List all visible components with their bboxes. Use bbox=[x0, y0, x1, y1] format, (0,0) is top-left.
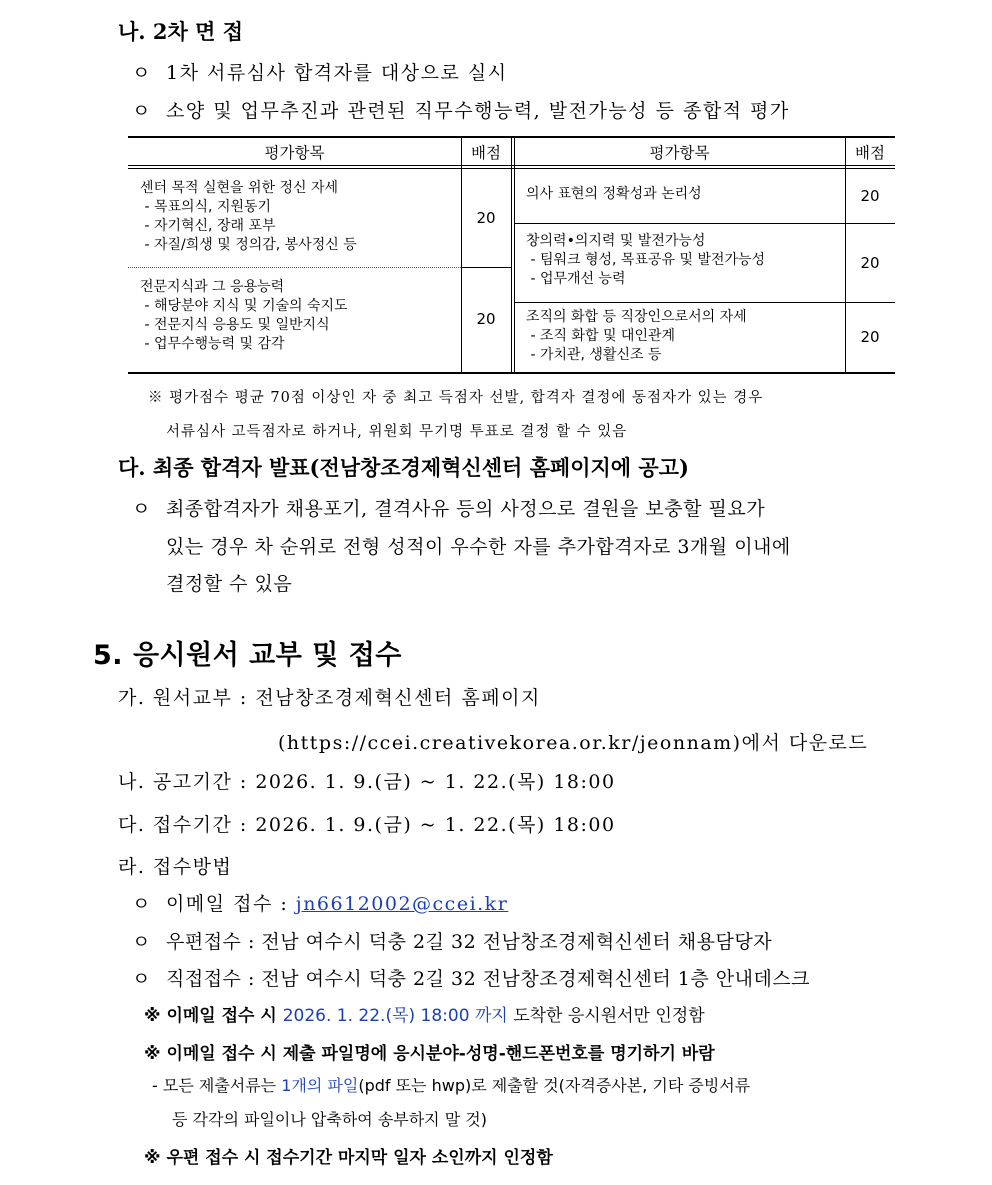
direct-application bbox=[132, 964, 810, 991]
notice-period: 나. 공고기간 : 2026. 1. 9.(금) ~ 1. 22.(목) 18:00 bbox=[118, 771, 616, 793]
note-text: (pdf 또는 hwp)로 제출할 것(자격증사본, 기타 증빙서류 bbox=[358, 1076, 751, 1095]
bullet-symbol: ㅇ bbox=[132, 968, 151, 990]
left-row-1-text: 센터 목적 실현을 위한 정신 자세 - 목표의식, 지원동기 - 자기혁신, 장래 포부 - 자질/희생 및 정의감, 봉사정신 등 bbox=[140, 180, 357, 253]
direct-text: 직접접수 : 전남 여수시 덕충 2길 32 전남창조경제혁신센터 1층 안내데스크 bbox=[166, 968, 811, 990]
distribution-line-2: (https://ccei.creativekorea.or.kr/jeonnam)에서 다운로드 bbox=[278, 732, 869, 754]
evaluation-table bbox=[128, 136, 895, 374]
header-item-left: 평가항목 bbox=[128, 141, 461, 165]
header-score-right: 배점 bbox=[845, 141, 895, 165]
interview-bullet-1 bbox=[132, 58, 508, 85]
bullet-symbol: ㅇ bbox=[132, 62, 152, 84]
right-row-1-score: 20 bbox=[860, 187, 880, 205]
bullet-text: 1차 서류심사 합격자를 대상으로 실시 bbox=[166, 62, 508, 84]
right-row-3-text: 조직의 화합 등 직장인으로서의 자세 - 조직 화합 및 대인관계 - 가치관, 생활신조 등 bbox=[526, 309, 747, 363]
postmark-note: ※ 우편 접수 시 접수기간 마지막 일자 소인까지 인정함 bbox=[144, 1148, 553, 1168]
final-bullet-line-3: 결정할 수 있음 bbox=[166, 573, 293, 595]
distribution-line-1: 가. 원서교부 : 전남창조경제혁신센터 홈페이지 bbox=[118, 687, 541, 709]
right-row-2-score: 20 bbox=[860, 254, 880, 272]
bullet-text: 최종합격자가 채용포기, 결격사유 등의 사정으로 결원을 보충할 필요가 bbox=[166, 498, 766, 520]
right-row-2-text: 창의력•의지력 및 발전가능성 - 팀워크 형성, 목표공유 및 발전가능성 - 업무개선 능력 bbox=[526, 233, 766, 287]
bullet-symbol: ㅇ bbox=[132, 893, 152, 915]
left-row-1-score: 20 bbox=[476, 209, 496, 227]
table-note-line-1: ※ 평가점수 평균 70점 이상인 자 중 최고 득점자 선발, 합격자 결정에 동점자가 있는 경우 bbox=[148, 390, 764, 406]
email-link[interactable]: jn6612002@ccei.kr bbox=[295, 893, 509, 915]
section-5-title: 5. 응시원서 교부 및 접수 bbox=[93, 640, 402, 671]
note-text: 도착한 응시원서만 인정함 bbox=[507, 1006, 705, 1026]
section-da-title: 다. 최종 합격자 발표(전남창조경제혁신센터 홈페이지에 공고) bbox=[118, 455, 689, 480]
left-row-2-text: 전문지식과 그 응용능력 - 해당분야 지식 및 기술의 숙지도 - 전문지식 응용도 및 일반지식 - 업무수행능력 및 감각 bbox=[140, 279, 348, 352]
header-item-right: 평가항목 bbox=[514, 141, 845, 165]
bullet-symbol: ㅇ bbox=[132, 100, 152, 122]
bullet-symbol: ㅇ bbox=[132, 931, 151, 953]
email-deadline-note bbox=[144, 1001, 705, 1026]
right-row-1-text: 의사 표현의 정확성과 논리성 bbox=[526, 186, 702, 202]
filename-note: ※ 이메일 접수 시 제출 파일명에 응시분야-성명-핸드폰번호를 명기하기 바람 bbox=[144, 1044, 715, 1064]
note-text: ※ 이메일 접수 시 bbox=[144, 1006, 283, 1026]
single-file-note-line-2: 등 각각의 파일이나 압축하여 송부하지 말 것) bbox=[172, 1110, 487, 1129]
post-application bbox=[132, 927, 772, 954]
table-note-line-2: 서류심사 고득점자로 하거나, 위원회 무기명 투표로 결정 할 수 있음 bbox=[166, 424, 628, 440]
single-file-note bbox=[152, 1073, 750, 1096]
left-row-2-score: 20 bbox=[476, 310, 496, 328]
final-bullet-line-2: 있는 경우 차 순위로 전형 성적이 우수한 자를 추가합격자로 3개월 이내에 bbox=[166, 536, 791, 558]
bullet-text: 소양 및 업무추진과 관련된 직무수행능력, 발전가능성 등 종합적 평가 bbox=[166, 100, 790, 122]
post-text: 우편접수 : 전남 여수시 덕충 2길 32 전남창조경제혁신센터 채용담당자 bbox=[166, 931, 773, 953]
header-score-left: 배점 bbox=[461, 141, 511, 165]
final-bullet-line-1 bbox=[132, 494, 765, 521]
col-divider-double-a bbox=[511, 138, 512, 372]
note-file-highlight: 1개의 파일 bbox=[281, 1076, 359, 1095]
email-application bbox=[132, 889, 508, 916]
interview-bullet-2 bbox=[132, 96, 790, 123]
section-na-title: 나. 2차 면 접 bbox=[118, 19, 243, 44]
bullet-symbol: ㅇ bbox=[132, 498, 151, 520]
application-period: 다. 접수기간 : 2026. 1. 9.(금) ~ 1. 22.(목) 18:00 bbox=[118, 814, 616, 836]
note-deadline-highlight: 2026. 1. 22.(목) 18:00 까지 bbox=[282, 1006, 508, 1026]
right-row-3-score: 20 bbox=[860, 327, 880, 346]
application-method-title: 라. 접수방법 bbox=[118, 856, 233, 878]
note-text: - 모든 제출서류는 bbox=[152, 1076, 282, 1095]
email-label: 이메일 접수 : bbox=[166, 893, 296, 915]
